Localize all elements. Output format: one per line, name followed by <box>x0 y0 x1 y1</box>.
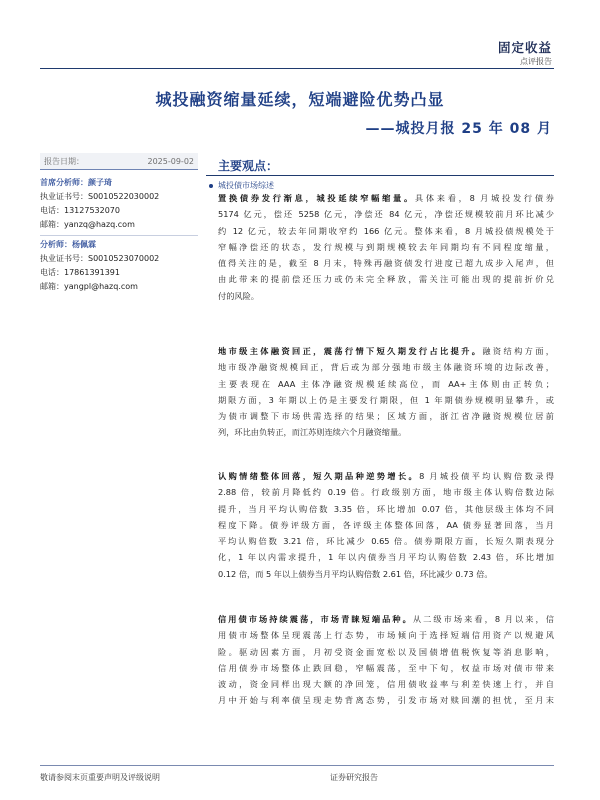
paragraph <box>218 468 554 582</box>
paragraph-lead: 置换债券发行渐息，城投延续窄幅缩量。 <box>218 193 415 203</box>
paragraph-line: 0.12 倍，而 5 年以上债券当月平均认购倍数 2.61 倍，环比减少 0.73 倍。 <box>218 568 493 579</box>
analyst-divider <box>40 235 198 236</box>
paragraph-text: 融资结构方面， <box>482 346 554 356</box>
paragraph-line: 5174 亿元，偿还 5258 亿元，净偿还 84 亿元，净偿还规模较前月环比减少 <box>218 209 554 220</box>
paragraph-line: 窄幅净偿还的状态，发行规模与到期规模较去年同期均有不同程度缩量， <box>218 241 554 252</box>
paragraph-line: 为债市调整下市场供需选择的结果；区域方面，浙江省净融资规模位居前 <box>218 411 554 422</box>
paragraph <box>218 611 554 709</box>
analyst-block <box>40 176 198 232</box>
paragraph-lead: 信用债市场持续震荡，市场青睐短端品种。 <box>218 614 413 624</box>
analyst-email[interactable]: 邮箱：yanzq@hazq.com <box>40 220 135 229</box>
paragraph <box>218 190 554 304</box>
paragraph-line: 波动，资金同样出现大额的净回笼，信用债收益率与利差快速上行，并自 <box>218 679 554 690</box>
report-title: 城投融资缩量延续，短端避险优势凸显 <box>155 90 445 109</box>
paragraph-lead: 认购情绪整体回落，短久期品种逆势增长。 <box>218 471 420 481</box>
paragraph-line <box>218 468 554 484</box>
key-points-divider <box>206 175 554 176</box>
header-report-type: 点评报告 <box>520 57 552 66</box>
analyst-phone: 电话：17861391391 <box>40 268 120 277</box>
paragraph-line: 值得关注的是，截至 8 月末，特殊再融资债发行进度已超九成步入尾声，但 <box>218 258 554 269</box>
paragraph-line: 由此带来的提前偿还压力或仍未完全释放，需关注可能出现的提前折价兑 <box>218 274 554 285</box>
header-divider <box>40 68 554 69</box>
report-date-value: 2025-09-02 <box>147 156 194 166</box>
paragraph-line: 付的风险。 <box>218 290 259 301</box>
report-date-label: 报告日期： <box>44 156 84 166</box>
paragraph-line: 提升，当月平均认购倍数 3.35 倍，环比增加 0.07 倍，其他层级主体均不同 <box>218 503 554 514</box>
analyst-sidebar <box>40 153 198 294</box>
paragraph-line: 月中开始与利率债呈现走势背离态势，引发市场对赎回潮的担忧，至月末 <box>218 695 554 706</box>
analyst-name: 分析师：杨佩霖 <box>40 240 96 249</box>
analyst-name: 首席分析师：颜子琦 <box>40 178 112 187</box>
paragraph-line: 期限方面，3 年期以上仍是主要发行期限，但 1 年期债券规模明显攀升，或 <box>218 394 554 405</box>
report-date-bar <box>40 153 198 170</box>
section-tag-label: 城投债市场综述 <box>218 181 274 190</box>
analyst-email[interactable]: 邮箱：yangpl@hazq.com <box>40 282 138 291</box>
paragraph-line <box>218 190 554 206</box>
paragraph-line <box>218 611 554 627</box>
paragraph-line: 险。驱动因素方面，月初受资金面宽松以及国债增值税恢复等消息影响， <box>218 646 554 657</box>
paragraph-line: 地市级净融资规模回正，背后或为部分强地市级主体融资环境的边际改善， <box>218 362 554 373</box>
paragraph-line: 化，1 年以内需求提升，1 年以内债券当月平均认购倍数 2.43 倍，环比增加 <box>218 552 554 563</box>
paragraph-text: 从二级市场来看，8 月以来，信 <box>412 614 554 624</box>
paragraph-text: 8 月城投债平均认购倍数录得 <box>419 471 554 481</box>
paragraph-line: 列，环比由负转正，而江苏则连续六个月融资缩量。 <box>218 427 407 438</box>
paragraph-line: 信用债券市场整体止跌回稳，窄幅震荡，至中下旬，权益市场对债市带来 <box>218 662 554 673</box>
analyst-block <box>40 238 198 294</box>
analyst-phone: 电话：13127532070 <box>40 206 120 215</box>
paragraph-line: 约 12 亿元，较去年同期收窄约 166 亿元。整体来看，8 月城投债规模处于 <box>218 225 554 236</box>
paragraph-line: 2.88 倍，较前月降低约 0.19 倍。行政级别方面，地市级主体认购倍数边际 <box>218 487 554 498</box>
paragraph-line <box>218 343 554 359</box>
paragraph-line: 平均认购倍数 3.21 倍，环比减少 0.65 倍。债券期限方面，长短久期表现分 <box>218 536 554 547</box>
paragraph-line: 用债市场整体呈现震荡上行态势，市场倾向于选择短端信用资产以规避风 <box>218 630 554 641</box>
paragraph-lead: 地市级主体融资回正，震荡行情下短久期发行占比提升。 <box>218 346 483 356</box>
report-subtitle: ——城投月报 25 年 08 月 <box>365 121 552 137</box>
footer-disclaimer: 敬请参阅末页重要声明及评级说明 <box>40 773 160 782</box>
paragraph <box>218 343 554 441</box>
footer-divider <box>40 765 554 766</box>
key-points-title: 主要观点： <box>218 159 279 173</box>
footer-doc-type: 证券研究报告 <box>330 773 378 782</box>
bullet-dot-icon <box>209 184 213 188</box>
analyst-cert: 执业证书号：S0010523070002 <box>40 254 160 263</box>
paragraph-line: 主要表现在 AAA 主体净融资规模延续高位，而 AA+主体则由正转负； <box>218 378 554 389</box>
paragraph-line: 程度下降。债券评级方面，各评级主体整体回落，AA 债券显著回落，当月 <box>218 519 554 530</box>
analyst-cert: 执业证书号：S0010522030002 <box>40 192 160 201</box>
paragraph-text: 具体来看，8 月城投发行债券 <box>414 193 554 203</box>
header-category: 固定收益 <box>497 40 552 55</box>
